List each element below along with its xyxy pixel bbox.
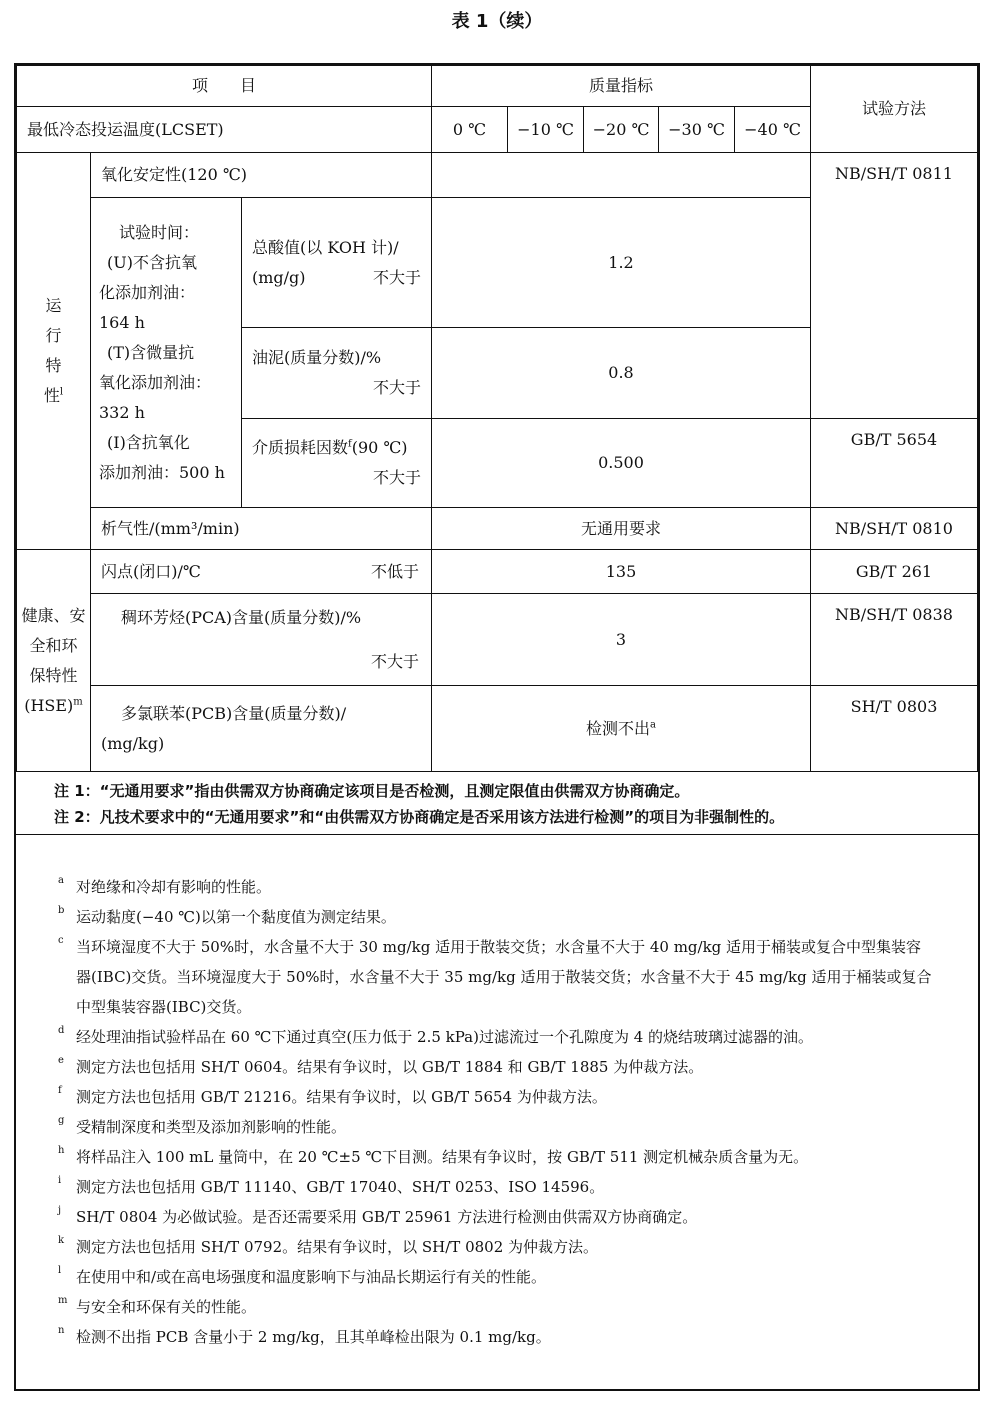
test-time-line: (I)含抗氧化: [107, 432, 190, 452]
temp-col-3: [658, 106, 735, 153]
dielectric-method: GB/T 5654: [850, 430, 938, 449]
temp-label: −30 ℃: [668, 119, 725, 139]
acid-label: 总酸值(以 KOH 计)/: [252, 237, 399, 257]
test-time-cell: [90, 197, 242, 508]
dielectric-temp: (90 ℃): [351, 438, 408, 457]
test-time-line: (T)含微量抗: [107, 342, 195, 362]
oxidation-value-cell: [431, 152, 811, 198]
flash-method-cell: [810, 549, 978, 594]
pca-label-lines: [101, 596, 419, 684]
footnote-mark: k: [58, 1235, 65, 1246]
acid-unit: (mg/g): [252, 267, 306, 287]
hse-group-line: [24, 691, 83, 721]
flash-method: GB/T 261: [855, 561, 933, 581]
footnote-text: 与安全和环保有关的性能。: [76, 1298, 257, 1316]
footnote-text: 测定方法也包括用 GB/T 11140、GB/T 17040、SH/T 0253、ISO 14596。: [76, 1178, 605, 1196]
footnote-item: [58, 932, 932, 1022]
pcb-method-cell: [810, 685, 978, 772]
note-2: 注 2：凡技术要求中的“无通用要求”和“由供需双方协商确定是否采用该方法进行检测”的项目为非强制性的。: [54, 808, 785, 826]
oxidation-label-cell: [90, 152, 432, 198]
test-time-line: 164 h: [99, 312, 145, 332]
pcb-method: SH/T 0803: [850, 697, 938, 716]
hse-group-line: 保特性: [29, 665, 78, 685]
footnote-item: [58, 872, 932, 902]
oxidation-method: NB/SH/T 0811: [835, 164, 953, 183]
flash-label-cell: [90, 549, 432, 594]
sludge-limit: 不大于: [372, 378, 421, 397]
test-time-line: 化添加剂油：: [99, 282, 196, 302]
footnote-item: [58, 1202, 932, 1232]
pcb-value: 检测不出: [586, 718, 651, 738]
header-item: [16, 65, 432, 107]
footnote-mark: j: [58, 1205, 62, 1216]
footnote-ref: l: [59, 386, 64, 398]
flash-limit: 不低于: [370, 561, 419, 581]
sludge-value-cell: [431, 327, 811, 419]
operation-group-cell: [16, 152, 91, 550]
footnote-mark: e: [58, 1055, 64, 1066]
flash-label: 闪点(闭口)/℃: [101, 561, 201, 581]
pca-method-cell: [810, 593, 978, 686]
lcset-label: 最低冷态投运温度(LCSET): [27, 119, 224, 139]
footnote-item: [58, 1292, 932, 1322]
gassing-method: NB/SH/T 0810: [835, 518, 953, 538]
dielectric-label-cell: [241, 418, 432, 508]
pcb-value-wrap: [586, 714, 656, 744]
header-method: [810, 65, 978, 153]
footnote-text: 测定方法也包括用 SH/T 0604。结果有争议时，以 GB/T 1884 和 GB/T 1885 为仲裁方法。: [76, 1058, 704, 1076]
oxidation-label: 氧化安定性(120 ℃): [101, 165, 248, 184]
gassing-value: 无通用要求: [580, 518, 661, 538]
footnote-text: 检测不出指 PCB 含量小于 2 mg/kg，且其单峰检出限为 0.1 mg/kg。: [76, 1328, 551, 1346]
pca-label-cell: [90, 593, 432, 686]
temp-col-4: [734, 106, 811, 153]
dielectric-limit: 不大于: [372, 468, 421, 487]
footnote-ref: m: [73, 696, 83, 708]
acid-unit-row: [252, 263, 421, 293]
flash-value: 135: [605, 561, 637, 581]
hse-group-line: 全和环: [29, 635, 78, 655]
footnote-item: [58, 902, 932, 932]
pca-method: NB/SH/T 0838: [835, 605, 953, 624]
flash-value-cell: [431, 549, 811, 594]
sludge-label-lines: [252, 343, 421, 403]
hse-group-line-last: (HSE): [24, 695, 74, 715]
acid-label-cell: [241, 197, 432, 328]
note-1: 注 1：“无通用要求”指由供需双方协商确定该项目是否检测，且测定限值由供需双方协商确定。: [54, 782, 690, 800]
hse-group-cell: [16, 549, 91, 772]
acid-value: 1.2: [608, 252, 634, 272]
footnote-mark: g: [58, 1115, 65, 1126]
footnote-mark: f: [58, 1085, 62, 1096]
footnote-ref: a: [650, 719, 656, 731]
temp-label: −40 ℃: [744, 119, 801, 139]
sludge-label-cell: [241, 327, 432, 419]
footnote-mark: m: [58, 1295, 68, 1306]
footnote-item: [58, 1082, 932, 1112]
temp-label: −10 ℃: [517, 119, 574, 139]
pcb-unit: (mg/kg): [101, 733, 165, 753]
temp-col-0: [431, 106, 508, 153]
operation-group-char: 特: [45, 356, 62, 375]
pca-limit: 不大于: [370, 651, 419, 671]
test-time-lines: [99, 218, 233, 488]
footnote-mark: i: [58, 1175, 62, 1186]
footnote-text: 经处理油指试验样品在 60 ℃下通过真空(压力低于 2.5 kPa)过滤流过一个孔隙度为 4 的烧结玻璃过滤器的油。: [76, 1028, 814, 1046]
header-method-label: 试验方法: [861, 99, 926, 118]
footnote-text: SH/T 0804 为必做试验。是否还需要采用 GB/T 25961 方法进行检测由供需双方协商确定。: [76, 1208, 698, 1226]
operation-group-char: 运: [45, 296, 62, 315]
gassing-label-cell: [90, 507, 432, 550]
pca-label: 稠环芳烃(PCA)含量(质量分数)/%: [121, 607, 362, 627]
sludge-label: 油泥(质量分数)/%: [252, 348, 382, 367]
footnote-item: [58, 1142, 932, 1172]
header-quality-label: 质量指标: [588, 76, 653, 95]
table-caption: 表 1（续）: [451, 11, 543, 32]
footnote-item: [58, 1322, 932, 1352]
pcb-value-cell: [431, 685, 811, 772]
footnote-mark: l: [58, 1265, 62, 1276]
operation-group-char: [44, 381, 63, 411]
dielectric-value-cell: [431, 418, 811, 508]
footnote-text: 在使用中和/或在高电场强度和温度影响下与油品长期运行有关的性能。: [76, 1268, 547, 1286]
gassing-label: 析气性/(mm³/min): [101, 518, 240, 538]
pcb-label-lines: [101, 699, 421, 759]
header-quality: [431, 65, 811, 107]
temp-col-1: [507, 106, 584, 153]
footnote-text: 当环境湿度不大于 50%时，水含量不大于 30 mg/kg 适用于散装交货；水含量不大于 40 mg/kg 适用于桶装或复合中型集装容器(IBC)交货。当环境湿度大于 50%时，水含量不大于 35 mg/kg 适用于散装交货；水含量不大于 45 mg/kg 适用于桶装或复合中型集装容器(IBC)交货。: [76, 938, 932, 1016]
dielectric-label-row: [252, 433, 421, 463]
pcb-label-cell: [90, 685, 432, 772]
footnote-item: [58, 1052, 932, 1082]
footnote-item: [58, 1262, 932, 1292]
operation-group-char: 行: [45, 326, 62, 345]
temp-col-2: [583, 106, 659, 153]
dielectric-value: 0.500: [598, 453, 644, 472]
footnote-mark: c: [58, 935, 64, 946]
temp-label: 0 ℃: [452, 119, 487, 139]
test-time-line: 332 h: [99, 402, 145, 422]
footnote-text: 运动黏度(−40 ℃)以第一个黏度值为测定结果。: [76, 908, 396, 926]
footnote-item: [58, 1112, 932, 1142]
table-notes: [16, 771, 978, 835]
dielectric-label-lines: [252, 433, 421, 493]
footnote-item: [58, 1172, 932, 1202]
test-time-line: (U)不含抗氧: [107, 252, 197, 272]
footnote-text: 测定方法也包括用 GB/T 21216。结果有争议时，以 GB/T 5654 为仲裁方法。: [76, 1088, 607, 1106]
header-item-label: 项 目: [191, 76, 256, 95]
footnote-text: 将样品注入 100 mL 量筒中，在 20 ℃±5 ℃下目测。结果有争议时，按 GB/T 511 测定机械杂质含量为无。: [76, 1148, 809, 1166]
footnote-mark: b: [58, 905, 65, 916]
footnote-text: 受精制深度和类型及添加剂影响的性能。: [76, 1118, 347, 1136]
pca-value: 3: [615, 629, 627, 649]
hse-group-line: 健康、安: [21, 605, 86, 625]
pca-value-cell: [431, 593, 811, 686]
gassing-value-cell: [431, 507, 811, 550]
acid-limit: 不大于: [372, 267, 421, 287]
footnote-ref: f: [348, 438, 352, 450]
footnote-mark: n: [58, 1325, 65, 1336]
test-time-line: 氧化添加剂油：: [99, 372, 212, 392]
gassing-method-cell: [810, 507, 978, 550]
oxidation-method-cell: [810, 152, 978, 419]
footnote-item: [58, 1232, 932, 1262]
footnote-text: 对绝缘和冷却有影响的性能。: [76, 878, 272, 896]
test-time-line: 添加剂油：500 h: [99, 462, 225, 482]
acid-value-cell: [431, 197, 811, 328]
test-time-line: 试验时间：: [119, 222, 200, 242]
footnotes: [16, 866, 978, 1352]
dielectric-label: 介质损耗因数: [252, 438, 349, 457]
pcb-label: 多氯联苯(PCB)含量(质量分数)/: [121, 703, 347, 723]
footnote-mark: a: [58, 875, 64, 886]
footnote-mark: h: [58, 1145, 65, 1156]
lcset-label-cell: [16, 106, 432, 153]
acid-label-lines: [252, 233, 421, 293]
footnote-text: 测定方法也包括用 SH/T 0792。结果有争议时，以 SH/T 0802 为仲裁方法。: [76, 1238, 599, 1256]
footnote-item: [58, 1022, 932, 1052]
temp-label: −20 ℃: [592, 119, 650, 139]
sludge-value: 0.8: [608, 363, 634, 382]
dielectric-method-cell: [810, 418, 978, 508]
footnote-mark: d: [58, 1025, 65, 1036]
operation-group-char-last: 性: [43, 386, 60, 405]
